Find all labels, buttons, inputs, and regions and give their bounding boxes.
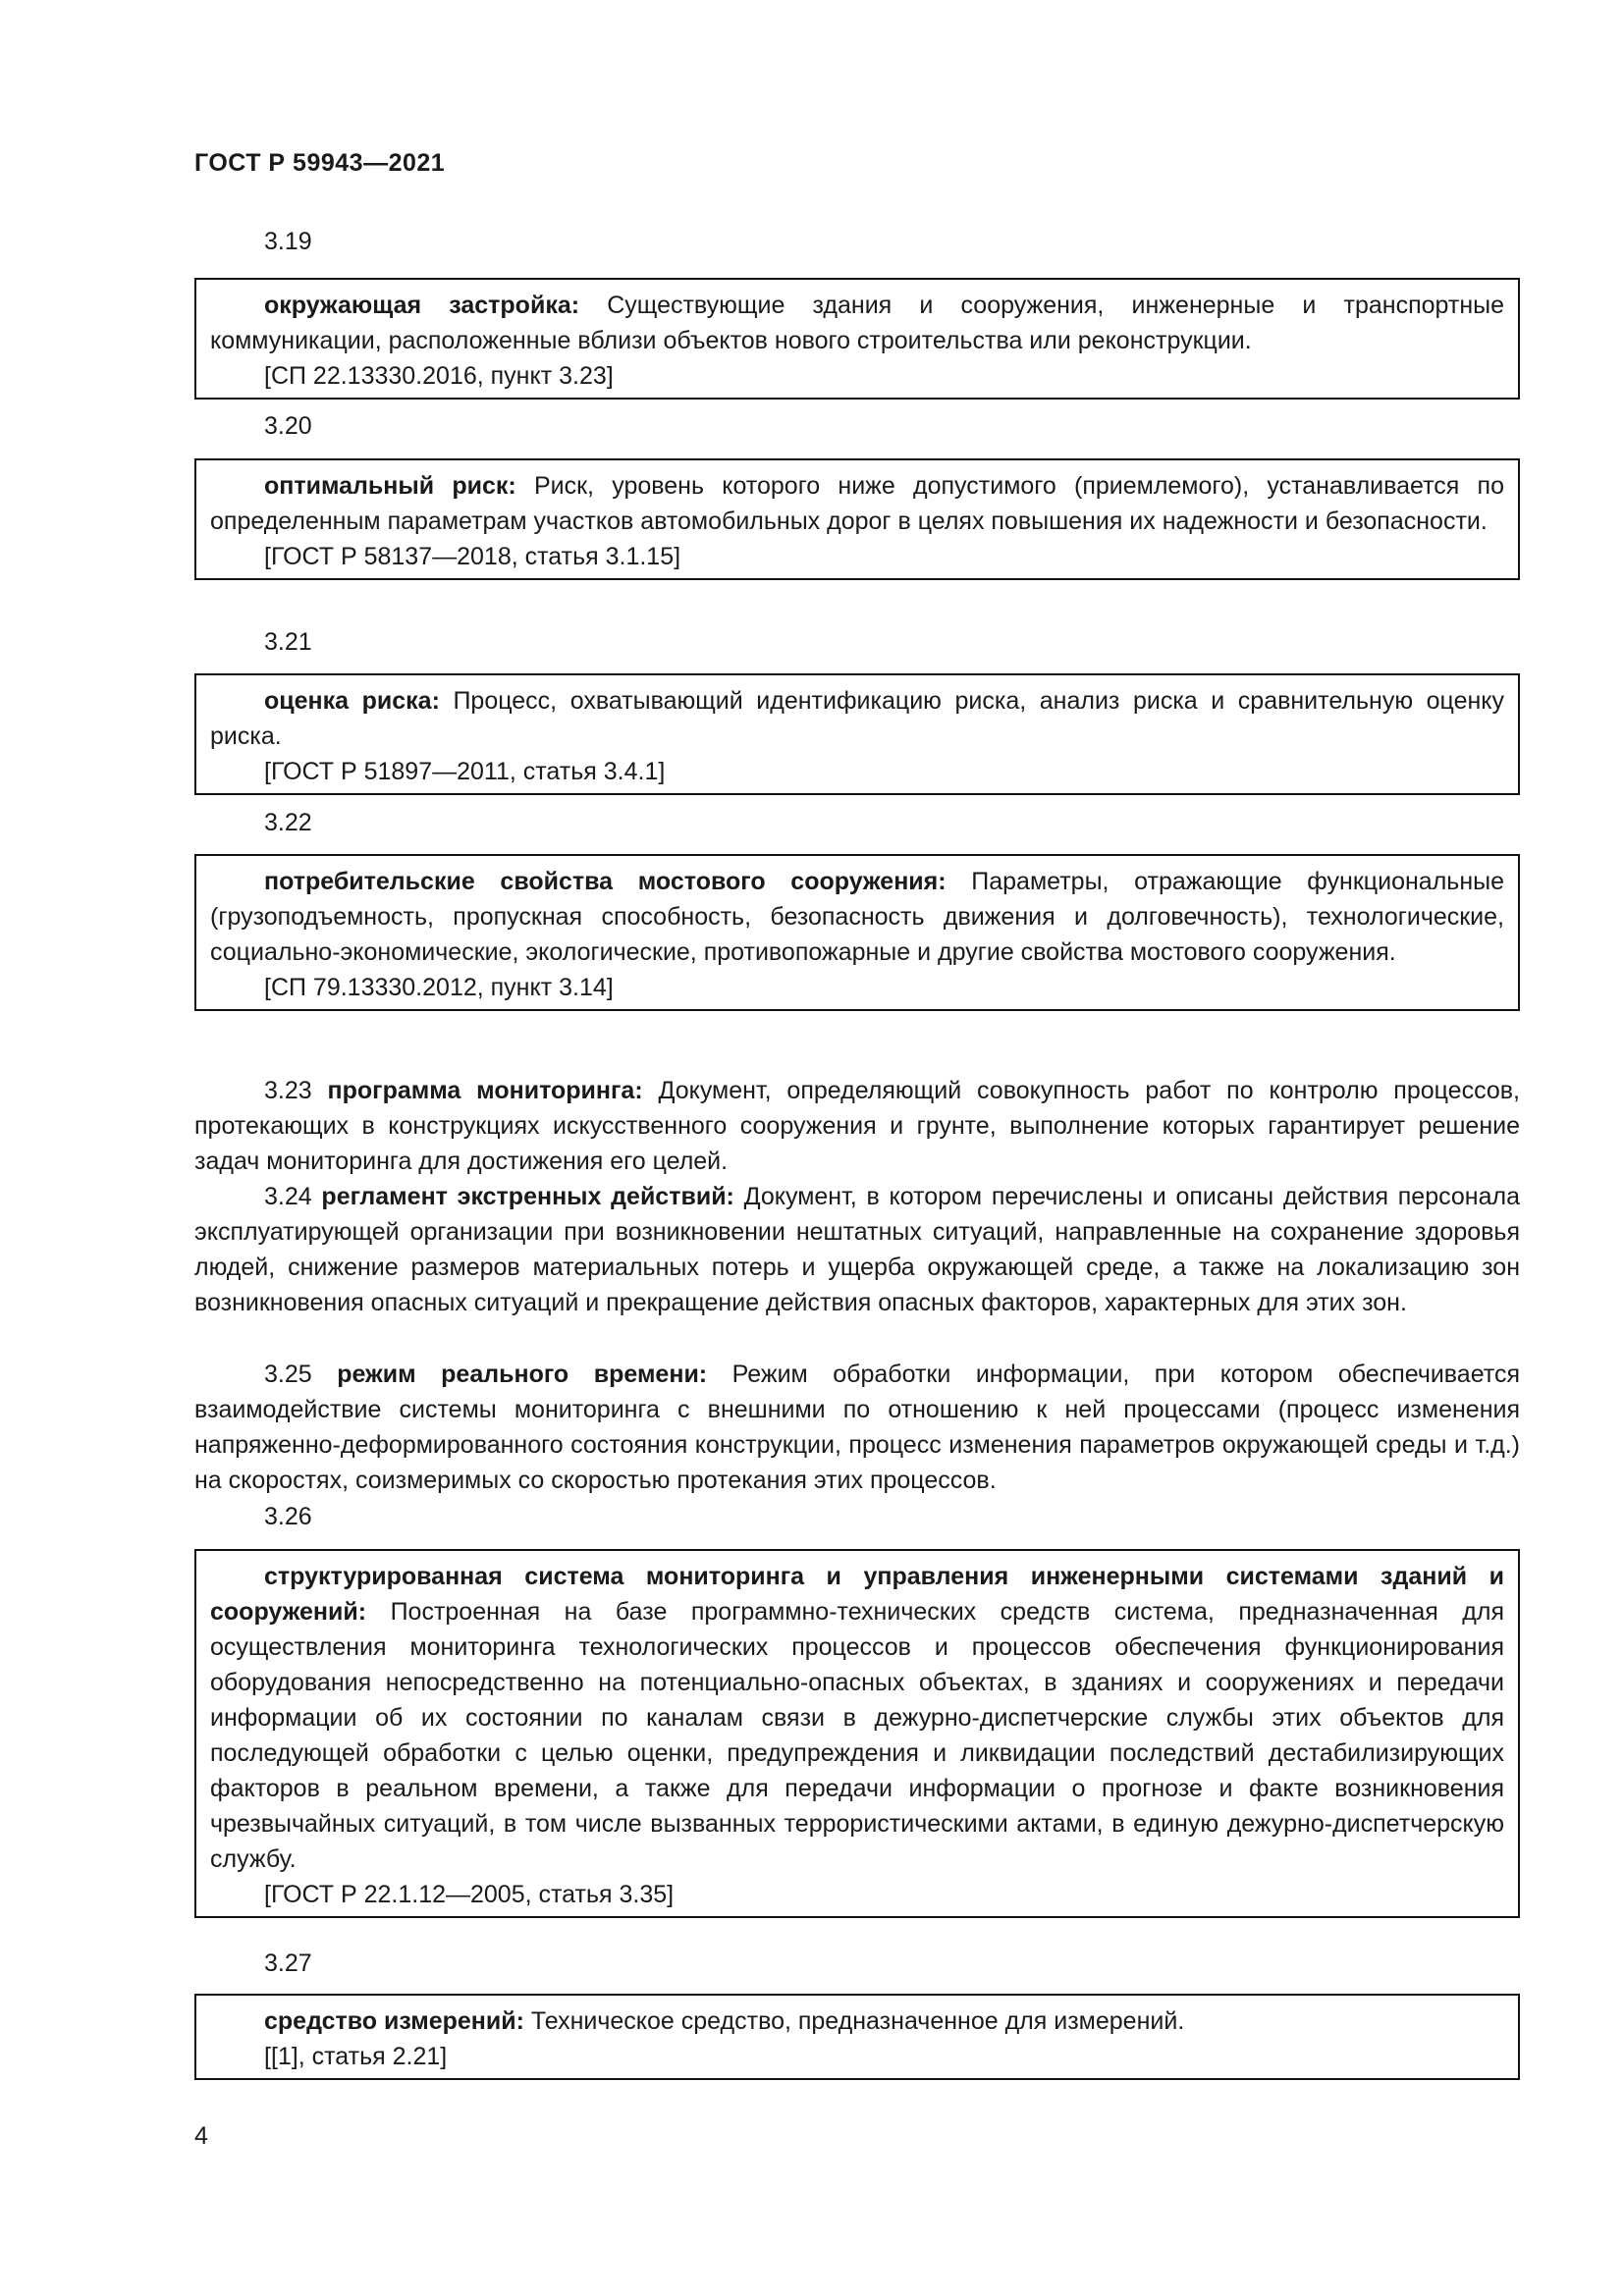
definition: Построенная на базе программно-технических средств система, предназначенная для осуществления мониторинга технологических процессов и процессов обеспечения функционирования оборудования непосредственно на потенциально-опасных объектах, в зданиях и сооружениях и передачи информации об их состоянии по каналам связи в дежурно-диспетчерские службы этих объектов для последующей обработки с целью оценки, предупреждения и ликвидации последствий дестабилизирующих факторов в реальном времени, а также для передачи информации о прогнозе и факте возникновения чрезвычайных ситуаций, в том числе вызванных террористическими актами, в единую дежурно-диспетчерскую службу. [210, 1598, 1504, 1873]
definition: Процесс, охватывающий идентификацию риска, анализ риска и сравнительную оценку риска. [210, 687, 1504, 750]
page-number: 4 [194, 2122, 208, 2150]
definition-text [210, 2003, 1504, 2039]
definition: Параметры, отражающие функциональные (грузоподъемность, пропускная способность, безопасность движения и долговечность), технологические, социально-экономические, экологические, противопожарные и другие свойства мостового сооружения. [210, 868, 1504, 966]
definition-paragraph [194, 1179, 1520, 1320]
term: режим реального времени: [337, 1361, 708, 1388]
document-header: ГОСТ Р 59943—2021 [194, 149, 446, 177]
term: оценка риска: [264, 687, 440, 715]
definition-box [194, 1549, 1520, 1918]
entry-number: 3.20 [264, 412, 312, 440]
entry-number: 3.22 [264, 809, 312, 836]
entry-number: 3.26 [264, 1503, 312, 1530]
entry-number: 3.21 [264, 628, 312, 656]
entry-number: 3.27 [264, 1949, 312, 1977]
entry-number: 3.24 [264, 1183, 312, 1210]
definition-paragraph [194, 1073, 1520, 1179]
definition-text [210, 864, 1504, 970]
definition-box [194, 458, 1520, 580]
entry-number: 3.25 [264, 1361, 312, 1388]
source-reference: [ГОСТ Р 58137—2018, статья 3.1.15] [264, 543, 681, 570]
definition-box [194, 854, 1520, 1011]
definition: Документ, в котором перечислены и описаны действия персонала эксплуатирующей организации при возникновении нештатных ситуаций, направленные на сохранение здоровья людей, снижение размеров материальных потерь и ущерба окружающей среде, а также на локализацию зон возникновения опасных ситуаций и прекращение действия опасных факторов, характерных для этих зон. [194, 1183, 1520, 1316]
term: структурированная система мониторинга и управления инженерными системами зданий и сооружений: [210, 1563, 1504, 1626]
definition-box [194, 278, 1520, 400]
definition: Существующие здания и сооружения, инженерные и транспортные коммуникации, расположенные вблизи объектов нового строительства или реконструкции. [210, 292, 1505, 354]
term: оптимальный риск: [264, 472, 516, 500]
term: потребительские свойства мостового сооружения: [264, 868, 947, 895]
term: программа мониторинга: [327, 1077, 643, 1104]
definition: Режим обработки информации, при котором обеспечивается взаимодействие системы мониторинга с внешними по отношению к ней процессами (процесс изменения напряженно-деформированного состояния конструкции, процесс изменения параметров окружающей среды и т.д.) на скоростях, соизмеримых со скоростью протекания этих процессов. [194, 1361, 1520, 1494]
entry-number: 3.19 [264, 228, 312, 255]
definition: Риск, уровень которого ниже допустимого (приемлемого), устанавливается по определенным параметрам участков автомобильных дорог в целях повышения их надежности и безопасности. [210, 472, 1504, 535]
term: окружающая застройка: [264, 292, 580, 319]
definition: Документ, определяющий совокупность работ по контролю процессов, протекающих в конструкциях искусственного сооружения и грунте, выполнение которых гарантирует решение задач мониторинга для достижения его целей. [194, 1077, 1520, 1175]
entry-number: 3.23 [264, 1077, 312, 1104]
definition-text [210, 288, 1504, 358]
source-reference: [ГОСТ Р 51897—2011, статья 3.4.1] [264, 758, 666, 785]
source-reference: [СП 22.13330.2016, пункт 3.23] [264, 362, 614, 390]
definition-box [194, 1994, 1520, 2080]
source-reference: [СП 79.13330.2012, пункт 3.14] [264, 974, 614, 1001]
definition-box [194, 673, 1520, 795]
definition-text [210, 683, 1504, 754]
definition: Техническое средство, предназначенное для измерений. [523, 2007, 1185, 2035]
term: регламент экстренных действий: [321, 1183, 734, 1210]
term: средство измерений: [264, 2007, 524, 2035]
source-reference: [ГОСТ Р 22.1.12—2005, статья 3.35] [264, 1881, 675, 1908]
definition-text [210, 1559, 1504, 1877]
source-reference: [[1], статья 2.21] [264, 2043, 448, 2070]
definition-text [210, 468, 1504, 539]
definition-paragraph [194, 1357, 1520, 1498]
